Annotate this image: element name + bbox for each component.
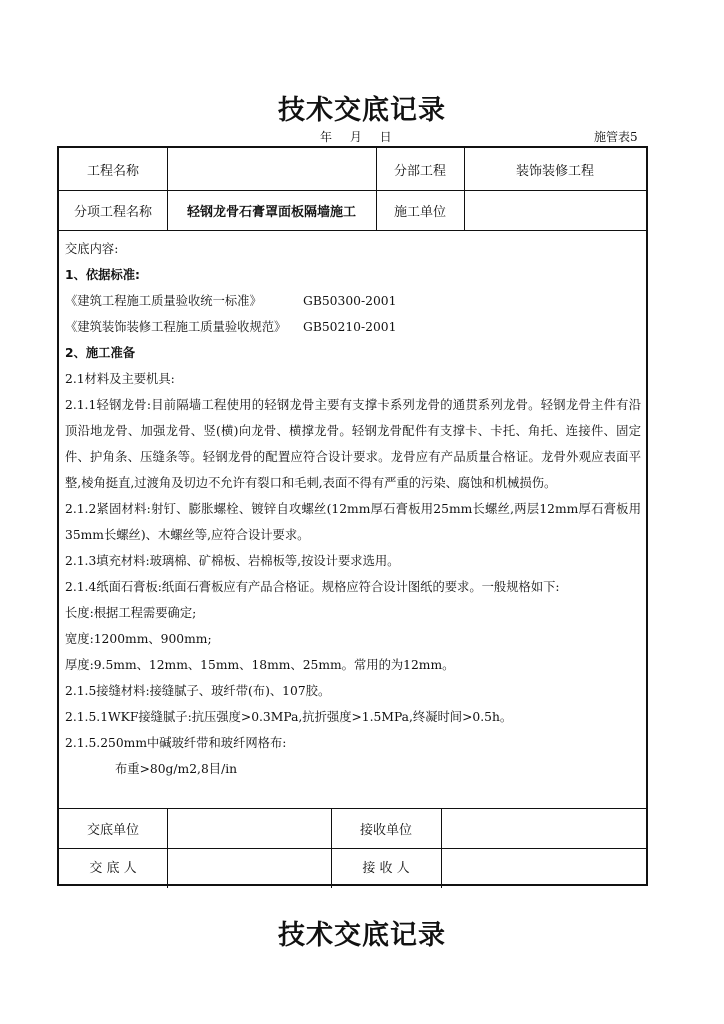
- paragraph-2-1: 2.1材料及主要机具:: [65, 372, 175, 386]
- date-line: 年 月 日: [320, 130, 392, 144]
- handover-person-label: 交 底 人: [89, 860, 137, 876]
- subitem-label: 分项工程名称: [73, 204, 152, 220]
- record-table: [57, 146, 648, 886]
- length-spec: 长度:根据工程需要确定;: [65, 606, 197, 620]
- receiving-unit-label: 接收单位: [359, 822, 412, 838]
- handover-unit-field[interactable]: [167, 808, 331, 848]
- paragraph-2-1-3: 2.1.3填充材料:玻璃棉、矿棉板、岩棉板等,按设计要求选用。: [65, 554, 400, 568]
- construction-unit-field[interactable]: [464, 190, 646, 230]
- thickness-spec: 厚度:9.5mm、12mm、15mm、18mm、25mm。常用的为12mm。: [65, 658, 455, 672]
- document-title: 技术交底记录: [278, 95, 446, 126]
- row-divider: [59, 230, 646, 231]
- standard-name: 《建筑装饰装修工程施工质量验收规范》: [65, 320, 287, 334]
- division-label: 分部工程: [393, 163, 446, 179]
- subitem-value[interactable]: 轻钢龙骨石膏罩面板隔墙施工: [186, 204, 356, 220]
- paragraph-2-1-1: 2.1.1轻钢龙骨:目前隔墙工程使用的轻钢龙骨主要有支撑卡系列龙骨的通贯系列龙骨。轻钢龙骨主件有沿顶沿地龙骨、加强龙骨、竖(横)向龙骨、横撑龙骨。轻钢龙骨配件有支撑卡、卡托、角托、连接件、固定件、护角条、压缝条等。轻钢龙骨的配置应符合设计要求。龙骨应有产品质量合格证。龙骨外观应表面平整,棱角挺直,过渡角及切边不允许有裂口和毛刺,表面不得有严重的污染、腐蚀和机械损伤。: [65, 398, 641, 490]
- standard-name: 《建筑工程施工质量验收统一标准》: [65, 294, 262, 308]
- handover-person-field[interactable]: [167, 848, 331, 884]
- paragraph-2-1-5-2: 2.1.5.250mm中碱玻纤带和玻纤网格布:: [65, 736, 287, 750]
- paragraph-2-1-2: 2.1.2紧固材料:射钉、膨胀螺栓、镀锌自攻螺丝(12mm厚石膏板用25mm长螺丝,两层12mm厚石膏板用35mm长螺丝)、木螺丝等,应符合设计要求。: [65, 502, 641, 542]
- cloth-weight-spec: 布重>80g/m2,8目/in: [115, 762, 238, 776]
- paragraph-2-1-5: 2.1.5接缝材料:接缝腻子、玻纤带(布)、107胶。: [65, 684, 331, 698]
- receiver-label: 接 收 人: [362, 860, 410, 876]
- project-name-field[interactable]: [167, 148, 376, 190]
- form-number: 施管表5: [594, 130, 638, 144]
- standard-code: GB50210-2001: [303, 320, 397, 334]
- document-title-repeat: 技术交底记录: [278, 920, 446, 951]
- width-spec: 宽度:1200mm、900mm;: [65, 632, 212, 646]
- handover-content: [65, 236, 641, 782]
- receiver-field[interactable]: [441, 848, 646, 884]
- section-1-heading: 1、依据标准:: [65, 268, 140, 282]
- paragraph-2-1-5-1: 2.1.5.1WKF接缝腻子:抗压强度>0.3MPa,抗折强度>1.5MPa,终凝时间>0.5h。: [65, 710, 513, 724]
- handover-unit-label: 交底单位: [86, 822, 139, 838]
- project-name-label: 工程名称: [86, 163, 139, 179]
- construction-unit-label: 施工单位: [393, 204, 446, 220]
- division-value[interactable]: 装饰装修工程: [515, 163, 594, 179]
- content-intro: 交底内容:: [65, 242, 119, 256]
- section-2-heading: 2、施工准备: [65, 346, 136, 360]
- paragraph-2-1-4: 2.1.4纸面石膏板:纸面石膏板应有产品合格证。规格应符合设计图纸的要求。一般规格如下:: [65, 580, 560, 594]
- receiving-unit-field[interactable]: [441, 808, 646, 848]
- standard-row: [65, 314, 641, 340]
- standard-code: GB50300-2001: [303, 294, 397, 308]
- standard-row: [65, 288, 641, 314]
